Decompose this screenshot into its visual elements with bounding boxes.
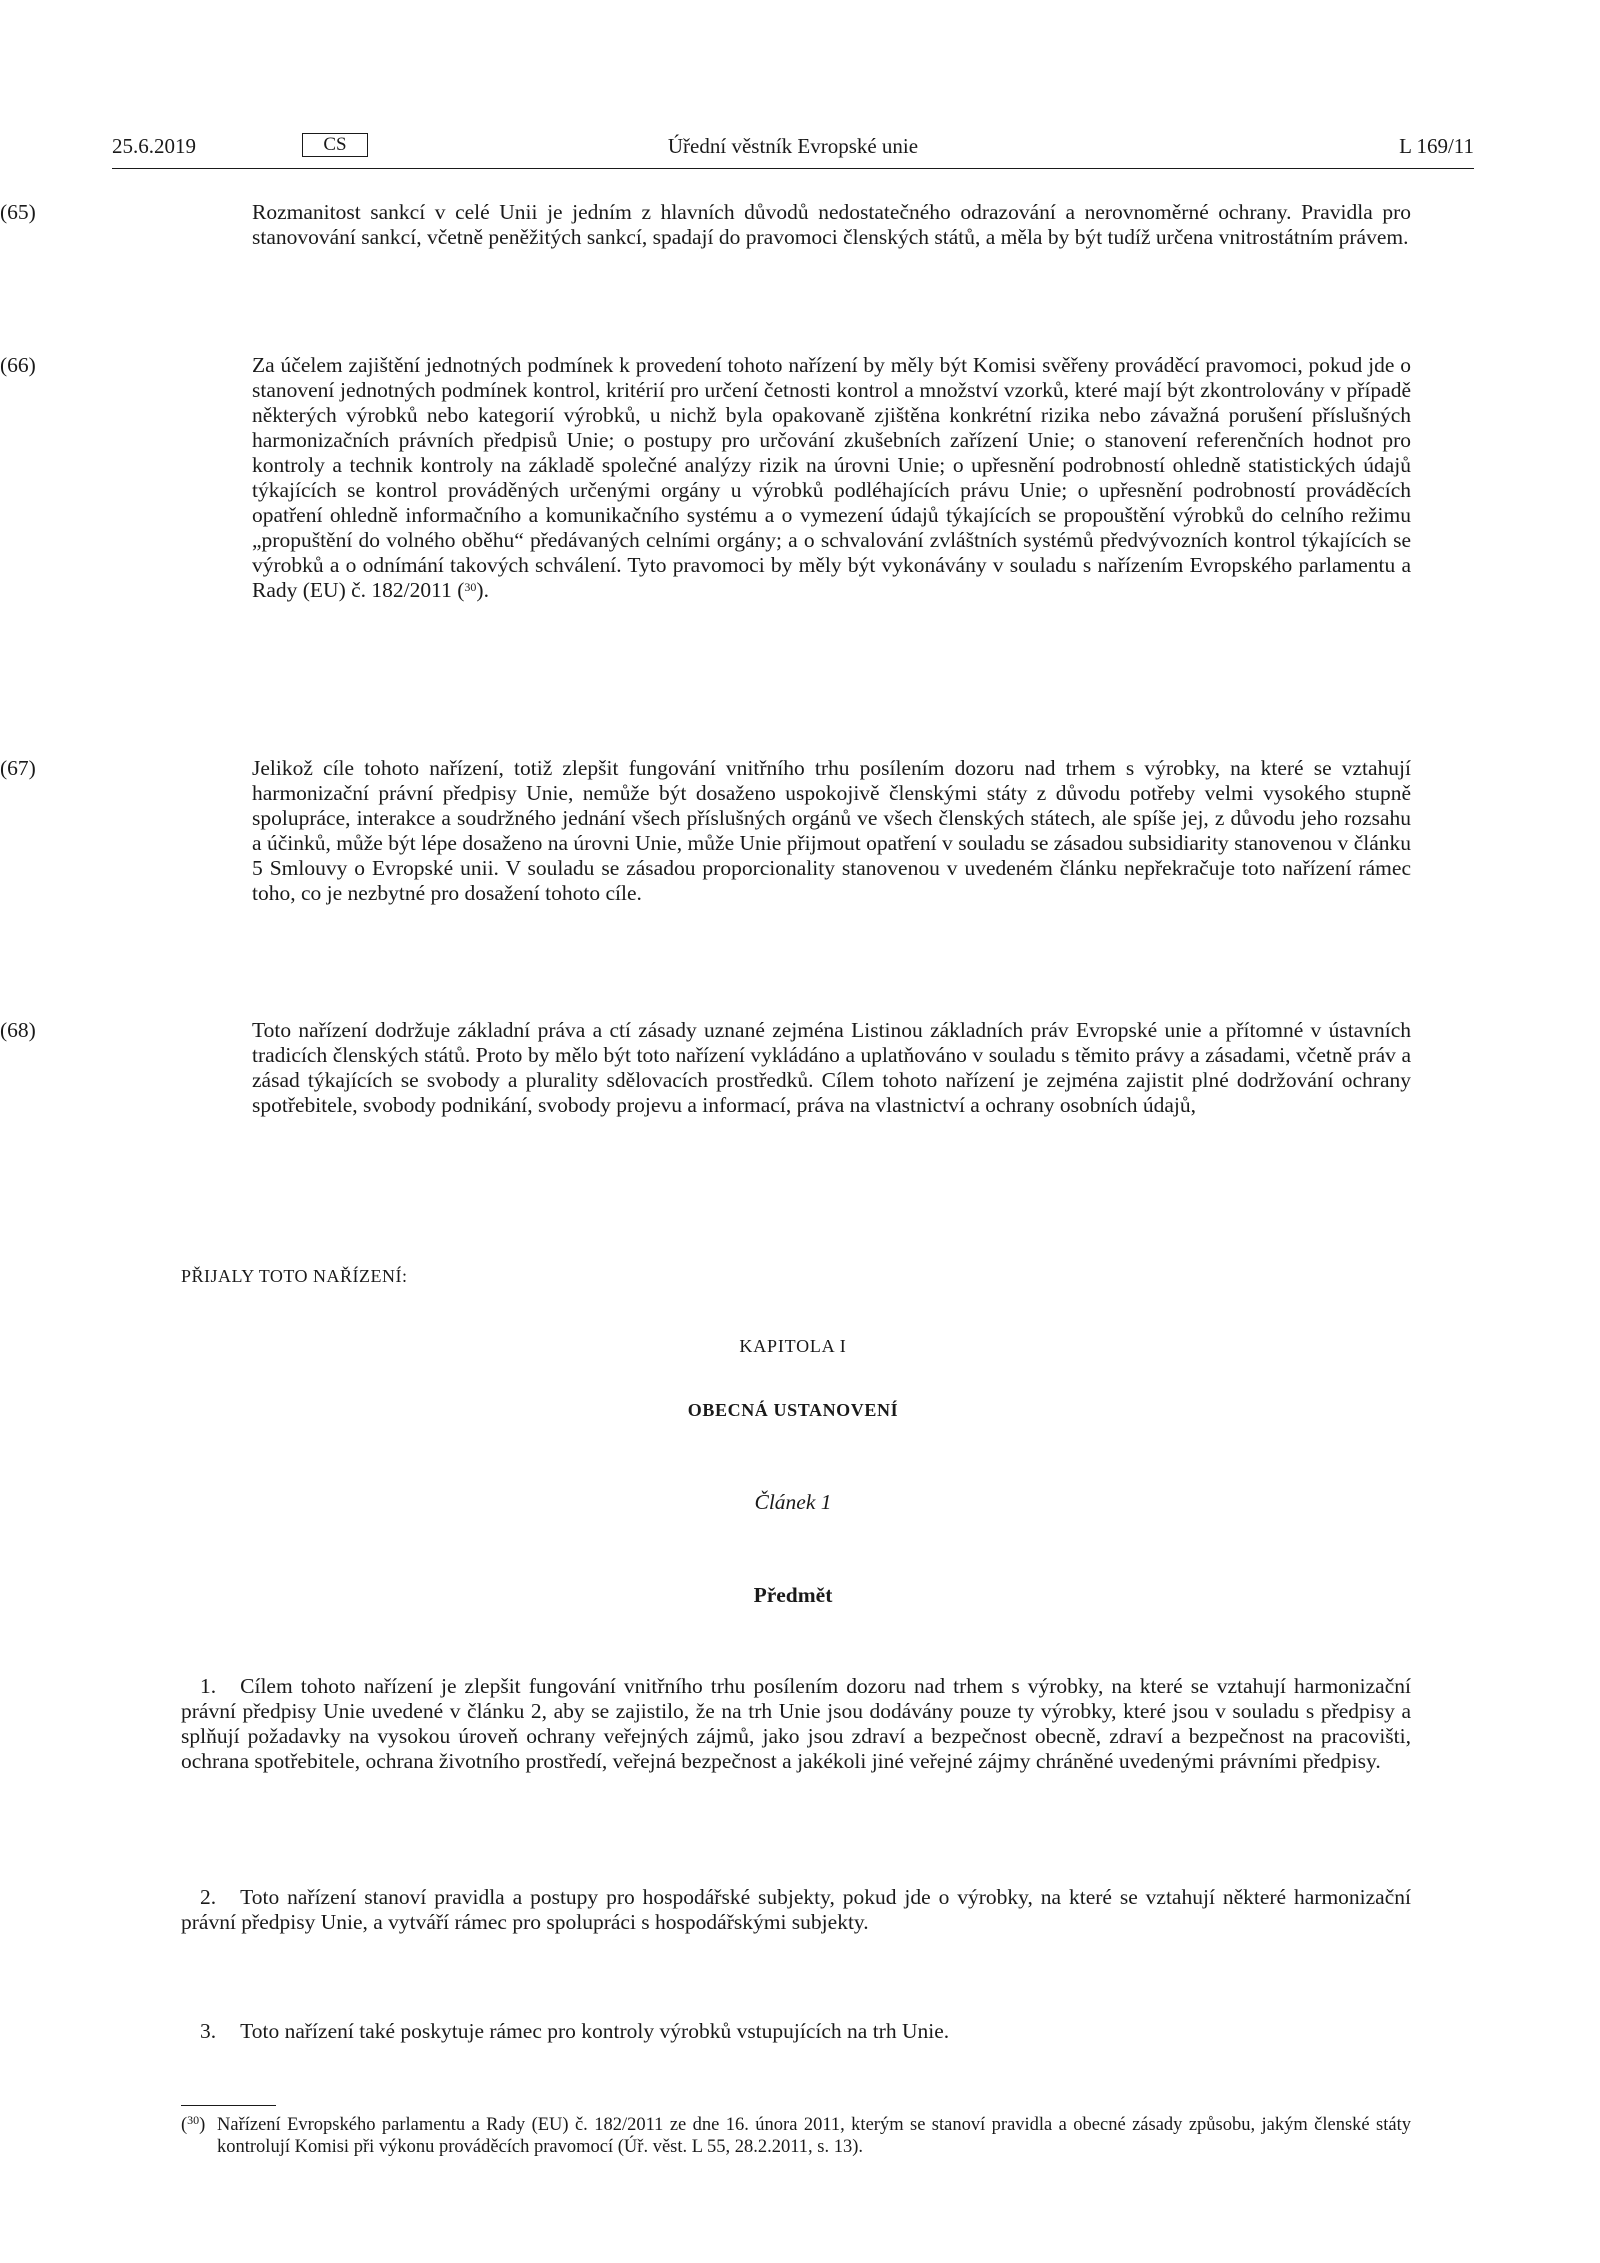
footnote-number: ($^{30}$) — [181, 2113, 206, 2135]
paragraph-number: 3. — [200, 2019, 217, 2043]
recital-text: Rozmanitost sankcí v celé Unii je jedním z hlavních důvodů nedostatečného odrazování a nerovnoměrné ochrany. Pravidla pro stanovování sankcí, včetně peněžitých sankcí, spadají do pravomoci členských států, a měla by být tudíž určena vnitrostátním právem. — [252, 200, 1411, 249]
page-reference: L 169/11 — [1399, 134, 1474, 158]
article-paragraph — [181, 2019, 1411, 2044]
recital-number: (67) — [0, 756, 36, 780]
recital-text: Za účelem zajištění jednotných podmínek k provedení tohoto nařízení by měly být Komisi svěřeny prováděcí pravomoci, pokud jde o stanovení jednotných podmínek kontrol, kritérií pro určení četnosti kontrol a množství vzorků, které mají být zkontrolovány v případě některých výrobků nebo kategorií výrobků, u nichž byla opakovaně zjištěna konkrétní rizika nebo závažná porušení příslušných harmonizačních právních předpisů Unie; o postupy pro určování zkušebních zařízení Unie; o stanovení referenčních hodnot pro kontroly a technik kontroly na základě společné analýzy rizik na úrovni Unie; o upřesnění podrobností ohledně statistických údajů týkajících se kontrol prováděných určenými orgány u výrobků podléhajících právu Unie; o upřesnění podrobností prováděcích opatření ohledně informačního a komunikačního systému a o vymezení údajů týkajících se propouštění výrobků do celního režimu „propuštění do volného oběhu“ předávaných celními orgány; a o schvalování zvláštních systémů předvývozních kontrol týkajících se výrobků a o odnímání takových schválení. Tyto pravomoci by měly být vykonávány v souladu s nařízením Evropského parlamentu a Rady (EU) č. 182/2011 ($^{30}$). — [252, 353, 1411, 602]
paragraph-text: Toto nařízení stanoví pravidla a postupy pro hospodářské subjekty, pokud jde o výrobky, na které se vztahují některé harmonizační právní předpisy Unie, a vytváří rámec pro spolupráci s hospodářskými subjekty. — [181, 1885, 1411, 1934]
recital-number: (65) — [0, 200, 36, 224]
footnote-text: Nařízení Evropského parlamentu a Rady (EU) č. 182/2011 ze dne 16. února 2011, kterým se stanoví pravidla a obecné zásady způsobu, jakým členské státy kontrolují Komisi při výkonu prováděcích pravomocí (Úř. věst. L 55, 28.2.2011, s. 13). — [217, 2115, 1411, 2157]
recital-text: Toto nařízení dodržuje základní práva a ctí zásady uznané zejména Listinou základních práv Evropské unie a přítomné v ústavních tradicích členských států. Proto by mělo být toto nařízení vykládáno a uplatňováno v souladu s těmito právy a zásadami, včetně práv a zásad týkajících se svobody a plurality sdělovacích prostředků. Cílem tohoto nařízení je zejména zajistit plné dodržování ochrany spotřebitele, svobody podnikání, svobody projevu a informací, práva na vlastnictví a ochrany osobních údajů, — [252, 1018, 1411, 1117]
language-badge: CS — [302, 133, 368, 157]
adoption-formula: PŘIJALY TOTO NAŘÍZENÍ: — [181, 1266, 408, 1286]
footnote-reference[interactable]: 30 — [464, 580, 477, 594]
recital-text-end: . — [483, 578, 489, 602]
footnote — [181, 2114, 1411, 2158]
paragraph-number: 1. — [200, 1674, 217, 1698]
journal-header — [112, 130, 1474, 166]
footnote-number-value: 30 — [187, 2113, 200, 2127]
paragraph-number: 2. — [200, 1885, 217, 1909]
journal-title: Úřední věstník Evropské unie — [667, 134, 919, 158]
paragraph-text: Cílem tohoto nařízení je zlepšit fungování vnitřního trhu posílením dozoru nad trhem s výrobky, na které se vztahují harmonizační právní předpisy Unie uvedené v článku 2, aby se zajistilo, že na trh Unie jsou dodávány pouze ty výrobky, které jsou v souladu s předpisy a splňují požadavky na vysokou úroveň ochrany veřejných zájmů, jako jsou zdraví a bezpečnost obecně, zdraví a bezpečnost na pracovišti, ochrana spotřebitele, ochrana životního prostředí, veřejná bezpečnost a jakékoli jiné veřejné zájmy chráněné uvedenými právními předpisy. — [181, 1674, 1411, 1773]
article-paragraph — [181, 1885, 1411, 1935]
footnote-divider — [181, 2105, 276, 2106]
publication-date: 25.6.2019 — [112, 134, 196, 158]
article-title: Předmět — [753, 1583, 833, 1607]
paragraph-text: Toto nařízení také poskytuje rámec pro kontroly výrobků vstupujících na trh Unie. — [240, 2019, 950, 2043]
header-divider — [112, 168, 1474, 169]
article-label: Článek 1 — [754, 1490, 832, 1514]
recital-text: Jelikož cíle tohoto nařízení, totiž zlepšit fungování vnitřního trhu posílením dozoru nad trhem s výrobky, na které se vztahují harmonizační právní předpisy Unie, nemůže být dosaženo uspokojivě členskými státy z důvodu potřeby velmi vysokého stupně spolupráce, interakce a soudržného jednání všech příslušných orgánů ve všech členských státech, ale spíše jej, z důvodu jeho rozsahu a účinků, může být lépe dosaženo na úrovni Unie, může Unie přijmout opatření v souladu se zásadou subsidiarity stanovenou v článku 5 Smlouvy o Evropské unii. V souladu se zásadou proporcionality stanovenou v uvedeném článku nepřekračuje toto nařízení rámec toho, co je nezbytné pro dosažení tohoto cíle. — [252, 756, 1411, 905]
chapter-title: OBECNÁ USTANOVENÍ — [687, 1400, 899, 1420]
article-paragraph — [181, 1674, 1411, 1774]
recital-number: (68) — [0, 1018, 36, 1042]
recital-text-main: Za účelem zajištění jednotných podmínek k provedení tohoto nařízení by měly být Komisi svěřeny prováděcí pravomoci, pokud jde o stanovení jednotných podmínek kontrol, kritérií pro určení četnosti kontrol a množství vzorků, které mají být zkontrolovány v případě některých výrobků nebo kategorií výrobků, u nichž byla opakovaně zjištěna konkrétní rizika nebo závažná porušení příslušných harmonizačních právních předpisů Unie; o postupy pro určování zkušebních zařízení Unie; o stanovení referenčních hodnot pro kontroly a technik kontroly na základě společné analýzy rizik na úrovni Unie; o upřesnění podrobností ohledně statistických údajů týkajících se kontrol prováděných určenými orgány u výrobků podléhajících právu Unie; o upřesnění podrobností prováděcích opatření ohledně informačního a komunikačního systému a o vymezení údajů týkajících se propouštění výrobků do celního režimu „propuštění do volného oběhu“ předávaných celními orgány; a o schvalování zvláštních systémů předvývozních kontrol týkajících se výrobků a o odnímání takových schválení. Tyto pravomoci by měly být vykonávány v souladu s nařízením Evropského parlamentu a Rady (EU) č. 182/2011 — [252, 353, 1411, 602]
recital-number: (66) — [0, 353, 36, 377]
chapter-label: KAPITOLA I — [739, 1336, 847, 1356]
